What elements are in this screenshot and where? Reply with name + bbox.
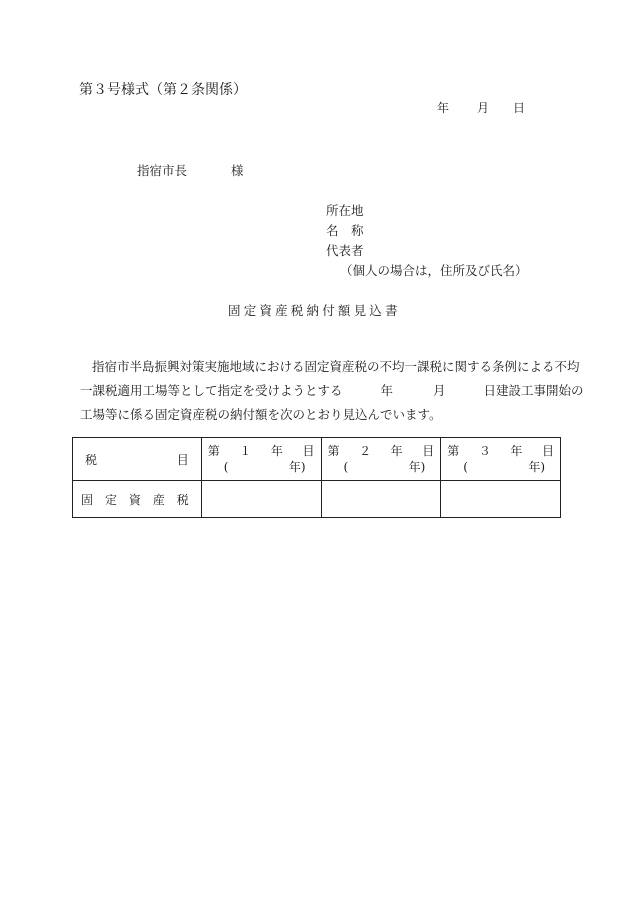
- tax-label-char: 資: [128, 492, 141, 507]
- item-header-b: 目: [176, 452, 189, 467]
- year-1-value: [201, 481, 321, 518]
- year-close: 年): [288, 460, 306, 474]
- name-label: 名 称: [326, 223, 364, 238]
- year-close: 年): [408, 460, 426, 474]
- individual-note: （個人の場合は，住所及び氏名）: [340, 263, 528, 278]
- date-day-unit: 日: [513, 101, 526, 115]
- table-row: [73, 481, 561, 518]
- tax-label-char: 定: [104, 492, 117, 507]
- form-number: 第３号様式（第２条関係）: [79, 82, 247, 98]
- year-unit: 年: [390, 444, 403, 458]
- year-close: 年): [528, 460, 545, 474]
- year-3-value: [441, 481, 561, 518]
- year-suffix: 目: [541, 444, 554, 458]
- date-year-unit: 年: [437, 101, 450, 115]
- item-header-cell: [73, 438, 202, 481]
- date-line: [437, 99, 525, 116]
- body-line-1: 指宿市半島振興対策実施地域における固定資産税の不均一課税に関する条例による不均: [92, 359, 580, 374]
- document-title: 固定資産税納付額見込書: [228, 303, 401, 318]
- tax-label-char: 固: [81, 492, 94, 507]
- body-paragraph: [80, 355, 584, 427]
- body-line-2-month: 月: [433, 383, 446, 398]
- body-line-2-year: 年: [380, 383, 394, 398]
- address-label: 所在地: [326, 203, 364, 218]
- year-1-header: [201, 438, 321, 481]
- date-month-unit: 月: [477, 101, 490, 115]
- year-num: ３: [478, 444, 491, 458]
- year-suffix: 目: [422, 444, 435, 458]
- item-header-a: 税: [85, 452, 98, 467]
- year-unit: 年: [510, 444, 523, 458]
- year-2-header: [321, 438, 441, 481]
- representative-label: 代表者: [326, 243, 364, 258]
- year-prefix: 第: [327, 444, 340, 458]
- addressee: [137, 161, 244, 179]
- year-num: ２: [359, 444, 372, 458]
- year-num: １: [239, 444, 252, 458]
- year-prefix: 第: [207, 444, 220, 458]
- addressee-honorific: 様: [231, 163, 244, 178]
- year-open-paren: (: [223, 460, 229, 474]
- body-line-2-b: 日建設工事開始の: [483, 383, 584, 398]
- tax-label-char: 産: [152, 492, 165, 507]
- year-2-value: [321, 481, 441, 518]
- body-line-2-a: 一課税適用工場等として指定を受けようとする: [80, 383, 343, 398]
- applicant-block: [326, 201, 528, 281]
- year-prefix: 第: [447, 444, 460, 458]
- tax-label-char: 税: [176, 492, 189, 507]
- body-line-2: [80, 379, 584, 403]
- body-line-3: 工場等に係る固定資産税の納付額を次のとおり見込んでいます。: [80, 407, 442, 422]
- year-open-paren: (: [463, 460, 468, 474]
- year-unit: 年: [270, 444, 283, 458]
- tax-label-cell: [73, 481, 202, 518]
- year-suffix: 目: [302, 444, 315, 458]
- table-header-row: [73, 438, 561, 481]
- estimate-table: [72, 437, 561, 518]
- addressee-name: 指宿市長: [137, 163, 188, 178]
- year-3-header: [441, 438, 561, 481]
- year-open-paren: (: [343, 460, 349, 474]
